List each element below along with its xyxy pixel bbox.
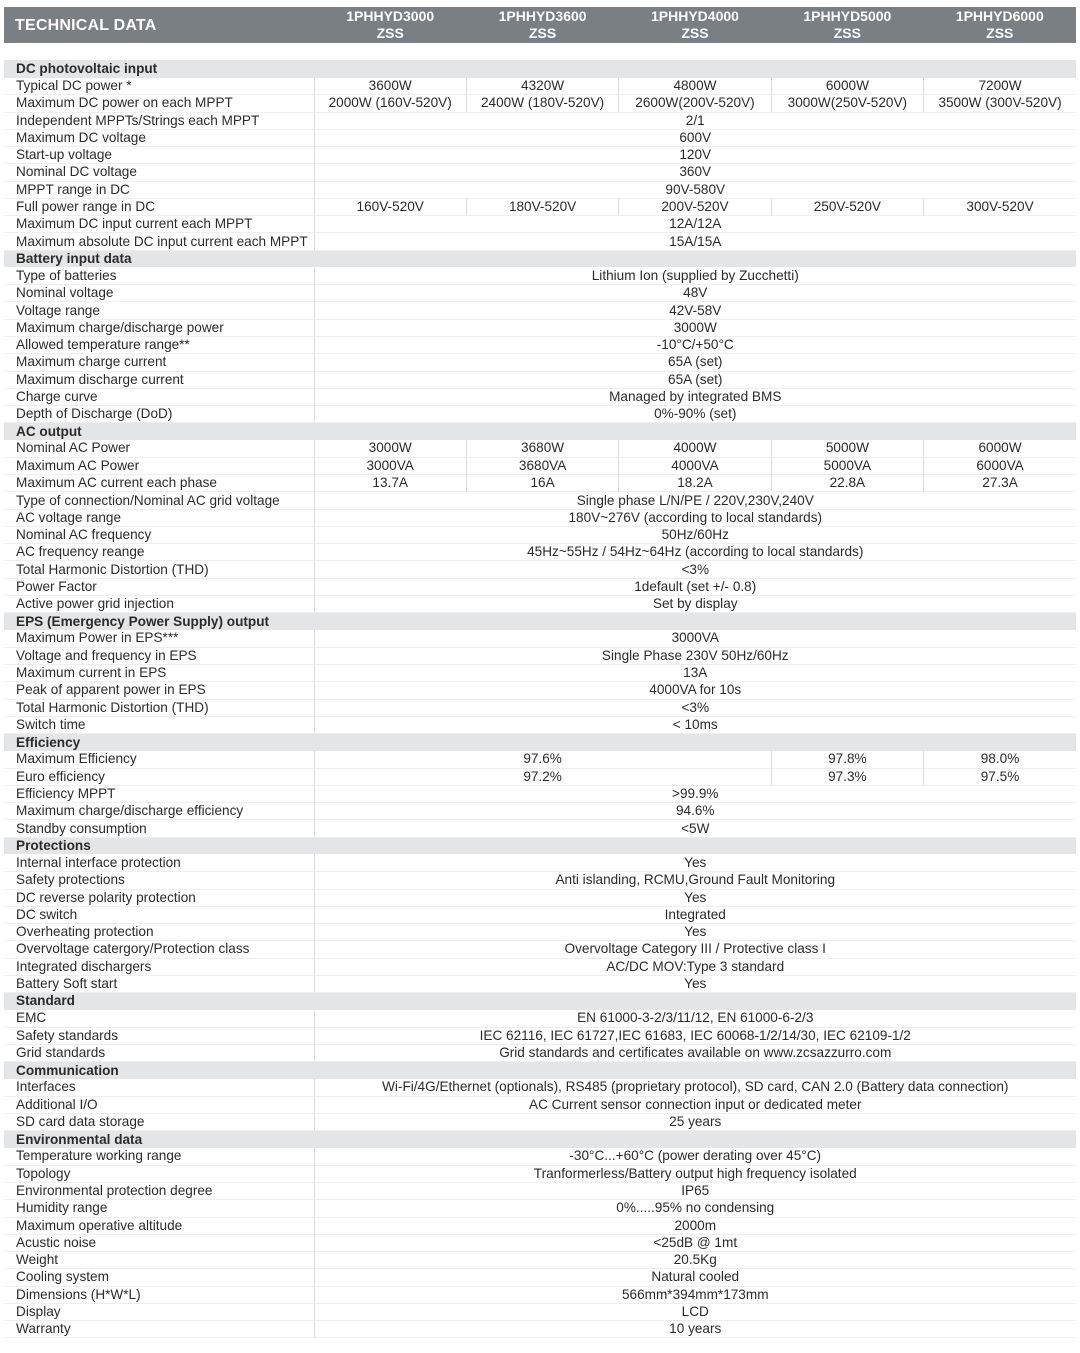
spec-value: 94.6% bbox=[314, 803, 1076, 820]
spec-value: 4000VA for 10s bbox=[314, 682, 1076, 699]
spec-label: Typical DC power * bbox=[4, 78, 314, 95]
spec-row bbox=[4, 1165, 1076, 1182]
spec-row bbox=[4, 1321, 1076, 1338]
spec-value: 4320W bbox=[466, 78, 618, 95]
spec-label: SD card data storage bbox=[4, 1113, 314, 1130]
spec-value: 97.5% bbox=[924, 768, 1076, 785]
spec-label: Overheating protection bbox=[4, 924, 314, 941]
spec-value: 3600W bbox=[314, 78, 466, 95]
spec-value: 180V-520V bbox=[466, 198, 618, 215]
spec-value: 97.6% bbox=[314, 751, 771, 768]
spec-value: Anti islanding, RCMU,Ground Fault Monitoring bbox=[314, 872, 1076, 889]
spec-row bbox=[4, 267, 1076, 284]
spec-row bbox=[4, 958, 1076, 975]
spec-value: LCD bbox=[314, 1303, 1076, 1320]
spec-value: 4800W bbox=[619, 78, 771, 95]
spec-value: 180V~276V (according to local standards) bbox=[314, 509, 1076, 526]
spec-row bbox=[4, 647, 1076, 664]
spec-value: <3% bbox=[314, 561, 1076, 578]
spec-value: 4000W bbox=[619, 440, 771, 457]
spec-row bbox=[4, 975, 1076, 992]
section-header bbox=[4, 250, 1076, 267]
spec-label: Voltage and frequency in EPS bbox=[4, 647, 314, 664]
spec-row bbox=[4, 526, 1076, 543]
section-fill bbox=[314, 250, 1076, 267]
spec-value: 98.0% bbox=[924, 751, 1076, 768]
table-header bbox=[4, 7, 1076, 43]
spec-value: 3000W bbox=[314, 440, 466, 457]
spec-row bbox=[4, 95, 1076, 112]
spec-value: 6000VA bbox=[924, 457, 1076, 474]
spec-value: 20.5Kg bbox=[314, 1252, 1076, 1269]
model-name: 1PHHYD6000 bbox=[955, 8, 1044, 24]
model-header bbox=[314, 7, 466, 43]
spec-row bbox=[4, 1217, 1076, 1234]
spec-value: 3000VA bbox=[314, 630, 1076, 647]
spec-value: Single Phase 230V 50Hz/60Hz bbox=[314, 647, 1076, 664]
spec-value: Wi-Fi/4G/Ethernet (optionals), RS485 (proprietary protocol), SD card, CAN 2.0 (Battery data connection) bbox=[314, 1079, 1076, 1096]
spec-label: Display bbox=[4, 1303, 314, 1320]
spec-row bbox=[4, 388, 1076, 405]
spec-label: Overvoltage catergory/Protection class bbox=[4, 941, 314, 958]
section-header bbox=[4, 993, 1076, 1010]
spec-row bbox=[4, 768, 1076, 785]
spec-label: Weight bbox=[4, 1252, 314, 1269]
section-title: Standard bbox=[4, 993, 314, 1010]
spec-label: Independent MPPTs/Strings each MPPT bbox=[4, 112, 314, 129]
spec-row bbox=[4, 198, 1076, 215]
section-title: Communication bbox=[4, 1062, 314, 1079]
spec-row bbox=[4, 216, 1076, 233]
spec-label: Maximum DC power on each MPPT bbox=[4, 95, 314, 112]
spec-row bbox=[4, 1252, 1076, 1269]
spec-value: 97.3% bbox=[771, 768, 923, 785]
spec-label: Safety standards bbox=[4, 1027, 314, 1044]
spec-value: 2600W(200V-520V) bbox=[619, 95, 771, 112]
spec-row bbox=[4, 1234, 1076, 1251]
spec-value: Yes bbox=[314, 924, 1076, 941]
section-header bbox=[4, 423, 1076, 440]
spec-row bbox=[4, 337, 1076, 354]
section-title: Efficiency bbox=[4, 734, 314, 751]
section-title: AC output bbox=[4, 423, 314, 440]
spec-label: Type of batteries bbox=[4, 267, 314, 284]
section-fill bbox=[314, 837, 1076, 854]
spec-row bbox=[4, 1079, 1076, 1096]
spec-value: 3680VA bbox=[466, 457, 618, 474]
spec-value: 0%.....95% no condensing bbox=[314, 1200, 1076, 1217]
spec-value: 7200W bbox=[924, 78, 1076, 95]
spec-row bbox=[4, 1096, 1076, 1113]
spec-row bbox=[4, 820, 1076, 837]
spec-value: 600V bbox=[314, 129, 1076, 146]
spec-row bbox=[4, 1303, 1076, 1320]
section-fill bbox=[314, 1062, 1076, 1079]
spec-value: 0%-90% (set) bbox=[314, 406, 1076, 423]
spec-value: <3% bbox=[314, 699, 1076, 716]
spec-row bbox=[4, 682, 1076, 699]
spec-row bbox=[4, 509, 1076, 526]
spec-label: Maximum AC Power bbox=[4, 457, 314, 474]
spec-row bbox=[4, 716, 1076, 733]
spec-value: 3000W bbox=[314, 319, 1076, 336]
spec-value: 566mm*394mm*173mm bbox=[314, 1286, 1076, 1303]
table-body bbox=[4, 43, 1076, 1338]
spec-label: Nominal AC frequency bbox=[4, 526, 314, 543]
spec-value: Overvoltage Category III / Protective class I bbox=[314, 941, 1076, 958]
spec-label: Acustic noise bbox=[4, 1234, 314, 1251]
spec-label: Maximum charge/discharge power bbox=[4, 319, 314, 336]
spec-row bbox=[4, 354, 1076, 371]
spec-label: MPPT range in DC bbox=[4, 181, 314, 198]
spec-row bbox=[4, 285, 1076, 302]
spec-label: Battery Soft start bbox=[4, 975, 314, 992]
spec-row bbox=[4, 1148, 1076, 1165]
section-title: Battery input data bbox=[4, 250, 314, 267]
spec-row bbox=[4, 406, 1076, 423]
spec-row bbox=[4, 1183, 1076, 1200]
model-suffix: ZSS bbox=[376, 25, 404, 41]
spec-value: 12A/12A bbox=[314, 216, 1076, 233]
spec-label: Peak of apparent power in EPS bbox=[4, 682, 314, 699]
spec-row bbox=[4, 1044, 1076, 1061]
spec-value: Tranformerless/Battery output high frequency isolated bbox=[314, 1165, 1076, 1182]
spec-value: IP65 bbox=[314, 1183, 1076, 1200]
spec-label: Internal interface protection bbox=[4, 854, 314, 871]
spec-value: 65A (set) bbox=[314, 371, 1076, 388]
spec-row bbox=[4, 1027, 1076, 1044]
spec-label: Total Harmonic Distortion (THD) bbox=[4, 561, 314, 578]
spec-value: Set by display bbox=[314, 596, 1076, 613]
header-spacer bbox=[4, 43, 1076, 60]
model-header bbox=[924, 7, 1076, 43]
spec-label: Power Factor bbox=[4, 578, 314, 595]
spec-value: 2000W (160V-520V) bbox=[314, 95, 466, 112]
spec-value: AC/DC MOV:Type 3 standard bbox=[314, 958, 1076, 975]
model-suffix: ZSS bbox=[833, 25, 861, 41]
spec-label: Interfaces bbox=[4, 1079, 314, 1096]
spec-label: Grid standards bbox=[4, 1044, 314, 1061]
spec-value: 25 years bbox=[314, 1113, 1076, 1130]
model-name: 1PHHYD3000 bbox=[346, 8, 435, 24]
spec-label: Allowed temperature range** bbox=[4, 337, 314, 354]
spec-value: 6000W bbox=[924, 440, 1076, 457]
spec-table bbox=[4, 7, 1076, 1338]
spec-row bbox=[4, 889, 1076, 906]
spec-label: Total Harmonic Distortion (THD) bbox=[4, 699, 314, 716]
section-fill bbox=[314, 1131, 1076, 1148]
spec-label: Maximum Efficiency bbox=[4, 751, 314, 768]
section-fill bbox=[314, 423, 1076, 440]
model-header bbox=[466, 7, 618, 43]
spec-label: Voltage range bbox=[4, 302, 314, 319]
spec-label: Standby consumption bbox=[4, 820, 314, 837]
spec-label: Type of connection/Nominal AC grid voltage bbox=[4, 492, 314, 509]
spec-value: Natural cooled bbox=[314, 1269, 1076, 1286]
spec-label: Euro efficiency bbox=[4, 768, 314, 785]
spec-row bbox=[4, 665, 1076, 682]
spec-value: 48V bbox=[314, 285, 1076, 302]
spec-value: 5000W bbox=[771, 440, 923, 457]
spec-value: 3500W (300V-520V) bbox=[924, 95, 1076, 112]
spec-value: 1default (set +/- 0.8) bbox=[314, 578, 1076, 595]
model-name: 1PHHYD4000 bbox=[651, 8, 739, 24]
spec-row bbox=[4, 181, 1076, 198]
spec-row bbox=[4, 1269, 1076, 1286]
spec-value: -10°C/+50°C bbox=[314, 337, 1076, 354]
spec-label: AC voltage range bbox=[4, 509, 314, 526]
spec-label: Maximum operative altitude bbox=[4, 1217, 314, 1234]
spec-row bbox=[4, 561, 1076, 578]
model-header bbox=[619, 7, 771, 43]
spec-label: Maximum DC voltage bbox=[4, 129, 314, 146]
spec-row bbox=[4, 1286, 1076, 1303]
spec-value: 65A (set) bbox=[314, 354, 1076, 371]
spec-row bbox=[4, 924, 1076, 941]
spec-value: <25dB @ 1mt bbox=[314, 1234, 1076, 1251]
spec-value: <5W bbox=[314, 820, 1076, 837]
section-fill bbox=[314, 993, 1076, 1010]
spec-label: Temperature working range bbox=[4, 1148, 314, 1165]
section-header bbox=[4, 613, 1076, 630]
spec-value: 3680W bbox=[466, 440, 618, 457]
spec-row bbox=[4, 302, 1076, 319]
spec-label: Efficiency MPPT bbox=[4, 785, 314, 802]
spec-value: 3000VA bbox=[314, 457, 466, 474]
spec-label: Start-up voltage bbox=[4, 147, 314, 164]
spec-row bbox=[4, 941, 1076, 958]
spec-row bbox=[4, 578, 1076, 595]
spec-value: < 10ms bbox=[314, 716, 1076, 733]
spec-value: 42V-58V bbox=[314, 302, 1076, 319]
spec-row bbox=[4, 233, 1076, 250]
spec-label: Safety protections bbox=[4, 872, 314, 889]
spec-label: Nominal AC Power bbox=[4, 440, 314, 457]
spec-value: 2/1 bbox=[314, 112, 1076, 129]
spec-value: EN 61000-3-2/3/11/12, EN 61000-6-2/3 bbox=[314, 1010, 1076, 1027]
spec-label: Maximum absolute DC input current each MPPT bbox=[4, 233, 314, 250]
spec-label: Maximum AC current each phase bbox=[4, 475, 314, 492]
section-header bbox=[4, 1062, 1076, 1079]
spec-label: Dimensions (H*W*L) bbox=[4, 1286, 314, 1303]
spec-row bbox=[4, 785, 1076, 802]
model-name: 1PHHYD5000 bbox=[803, 8, 892, 24]
spec-value: 3000W(250V-520V) bbox=[771, 95, 923, 112]
spec-value: 13A bbox=[314, 665, 1076, 682]
spec-row bbox=[4, 906, 1076, 923]
spec-row bbox=[4, 457, 1076, 474]
spec-value: 90V-580V bbox=[314, 181, 1076, 198]
spec-label: Charge curve bbox=[4, 388, 314, 405]
spec-label: Topology bbox=[4, 1165, 314, 1182]
spec-row bbox=[4, 371, 1076, 388]
spec-label: Maximum Power in EPS*** bbox=[4, 630, 314, 647]
spec-row bbox=[4, 872, 1076, 889]
spec-value: 120V bbox=[314, 147, 1076, 164]
spec-row bbox=[4, 319, 1076, 336]
spec-row bbox=[4, 475, 1076, 492]
spec-value: 16A bbox=[466, 475, 618, 492]
spec-row bbox=[4, 1113, 1076, 1130]
model-suffix: ZSS bbox=[528, 25, 557, 41]
spec-value: Yes bbox=[314, 975, 1076, 992]
spec-label: Nominal voltage bbox=[4, 285, 314, 302]
spec-value: Grid standards and certificates available on www.zcsazzurro.com bbox=[314, 1044, 1076, 1061]
spec-value: 13.7A bbox=[314, 475, 466, 492]
spec-value: >99.9% bbox=[314, 785, 1076, 802]
section-title: EPS (Emergency Power Supply) output bbox=[4, 613, 314, 630]
spec-label: Active power grid injection bbox=[4, 596, 314, 613]
spec-value: 300V-520V bbox=[924, 198, 1076, 215]
spec-row bbox=[4, 1200, 1076, 1217]
spec-value: IEC 62116, IEC 61727,IEC 61683, IEC 60068-1/2/14/30, IEC 62109-1/2 bbox=[314, 1027, 1076, 1044]
spec-value: 27.3A bbox=[924, 475, 1076, 492]
spec-value: Managed by integrated BMS bbox=[314, 388, 1076, 405]
spec-value: -30°C...+60°C (power derating over 45°C) bbox=[314, 1148, 1076, 1165]
spec-label: Warranty bbox=[4, 1321, 314, 1338]
spec-label: Nominal DC voltage bbox=[4, 164, 314, 181]
spec-row bbox=[4, 164, 1076, 181]
spec-row bbox=[4, 492, 1076, 509]
spec-row bbox=[4, 147, 1076, 164]
section-fill bbox=[314, 613, 1076, 630]
spec-value: 22.8A bbox=[771, 475, 923, 492]
section-fill bbox=[314, 734, 1076, 751]
section-title: Protections bbox=[4, 837, 314, 854]
spec-label: Cooling system bbox=[4, 1269, 314, 1286]
section-fill bbox=[314, 60, 1076, 77]
spec-value: 2400W (180V-520V) bbox=[466, 95, 618, 112]
spec-value: 15A/15A bbox=[314, 233, 1076, 250]
section-header bbox=[4, 734, 1076, 751]
spec-label: Maximum charge/discharge efficiency bbox=[4, 803, 314, 820]
spec-value: Lithium Ion (supplied by Zucchetti) bbox=[314, 267, 1076, 284]
spec-value: 5000VA bbox=[771, 457, 923, 474]
technical-data-sheet bbox=[4, 7, 1076, 1338]
spec-label: Depth of Discharge (DoD) bbox=[4, 406, 314, 423]
spec-label: EMC bbox=[4, 1010, 314, 1027]
spec-row bbox=[4, 630, 1076, 647]
spec-row bbox=[4, 78, 1076, 95]
section-title: DC photovoltaic input bbox=[4, 60, 314, 77]
spec-row bbox=[4, 1010, 1076, 1027]
spec-label: Maximum charge current bbox=[4, 354, 314, 371]
spec-row bbox=[4, 129, 1076, 146]
spec-row bbox=[4, 803, 1076, 820]
spec-value: 97.8% bbox=[771, 751, 923, 768]
spec-label: Switch time bbox=[4, 716, 314, 733]
spec-value: 4000VA bbox=[619, 457, 771, 474]
spec-label: Full power range in DC bbox=[4, 198, 314, 215]
spec-label: Maximum discharge current bbox=[4, 371, 314, 388]
section-header bbox=[4, 60, 1076, 77]
table-title: TECHNICAL DATA bbox=[4, 7, 314, 43]
spec-value: Single phase L/N/PE / 220V,230V,240V bbox=[314, 492, 1076, 509]
spec-row bbox=[4, 699, 1076, 716]
spec-row bbox=[4, 112, 1076, 129]
spec-value: 360V bbox=[314, 164, 1076, 181]
spec-value: 160V-520V bbox=[314, 198, 466, 215]
spec-value: Yes bbox=[314, 889, 1076, 906]
spec-label: AC frequency reange bbox=[4, 544, 314, 561]
spec-row bbox=[4, 854, 1076, 871]
spec-label: DC switch bbox=[4, 906, 314, 923]
spec-value: 97.2% bbox=[314, 768, 771, 785]
model-suffix: ZSS bbox=[986, 25, 1014, 41]
spec-label: Integrated dischargers bbox=[4, 958, 314, 975]
spec-label: Humidity range bbox=[4, 1200, 314, 1217]
model-header bbox=[771, 7, 923, 43]
spec-value: 200V-520V bbox=[619, 198, 771, 215]
model-name: 1PHHYD3600 bbox=[498, 8, 587, 24]
spec-label: Environmental protection degree bbox=[4, 1183, 314, 1200]
spec-value: Yes bbox=[314, 854, 1076, 871]
spec-value: 10 years bbox=[314, 1321, 1076, 1338]
spec-value: Integrated bbox=[314, 906, 1076, 923]
spec-value: 18.2A bbox=[619, 475, 771, 492]
spec-value: 6000W bbox=[771, 78, 923, 95]
model-suffix: ZSS bbox=[681, 25, 709, 41]
section-title: Environmental data bbox=[4, 1131, 314, 1148]
section-header bbox=[4, 1131, 1076, 1148]
spec-row bbox=[4, 440, 1076, 457]
spec-label: Additional I/O bbox=[4, 1096, 314, 1113]
spec-value: 50Hz/60Hz bbox=[314, 526, 1076, 543]
spec-row bbox=[4, 751, 1076, 768]
section-header bbox=[4, 837, 1076, 854]
spec-label: DC reverse polarity protection bbox=[4, 889, 314, 906]
spec-label: Maximum current in EPS bbox=[4, 665, 314, 682]
spec-value: 2000m bbox=[314, 1217, 1076, 1234]
spec-value: 250V-520V bbox=[771, 198, 923, 215]
spec-row bbox=[4, 544, 1076, 561]
spec-value: AC Current sensor connection input or dedicated meter bbox=[314, 1096, 1076, 1113]
spec-label: Maximum DC input current each MPPT bbox=[4, 216, 314, 233]
spec-value: 45Hz~55Hz / 54Hz~64Hz (according to local standards) bbox=[314, 544, 1076, 561]
spec-row bbox=[4, 596, 1076, 613]
